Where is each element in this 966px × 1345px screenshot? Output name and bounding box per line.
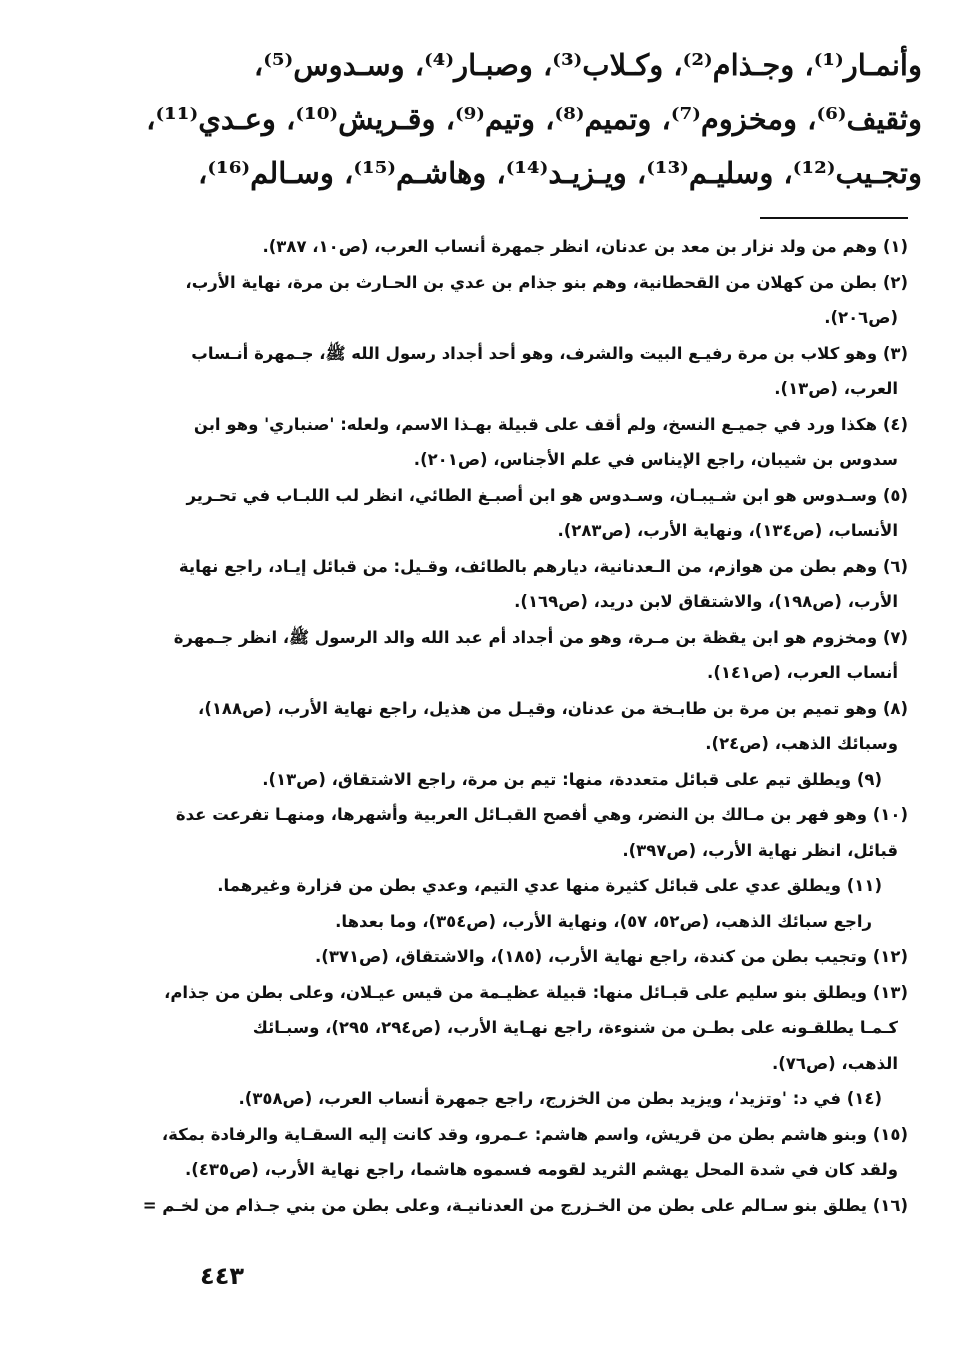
footnote-line: (١٦) يطلق بنو سـالم على بطن من الخـزرج من العدنانيـة، وعلى بطن من بني جـذام من لخـم = <box>142 1195 908 1215</box>
main-text-line: وثقيف⁽⁶⁾، ومخزوم⁽⁷⁾، وتميم⁽⁸⁾، وتيم⁽⁹⁾، وقـريش⁽¹⁰⁾، وعـدي⁽¹¹⁾، <box>146 102 922 136</box>
footnote-line: (٨) وهو تميم بن مرة بن طابـخة من عدنان، وقيـل من هذيل، راجع نهاية الأرب، (ص١٨٨)، <box>198 698 908 718</box>
footnote-line: (١١) ويطلق عدي على قبائل كثيرة منها عدي التيم، وعدي بطن من فزارة وغيرهما. <box>217 876 882 895</box>
footnote-15 <box>52 1117 908 1188</box>
footnote-line: (١٣) ويطلق بنو سليم على قبـائل منها: قبيلة عظيـمة من قيس عيـلان، وعلى بطن من جذام، <box>164 982 908 1002</box>
footnote-11 <box>52 868 882 939</box>
footnote-line: سدوس بن شيبان، راجع الإيناس في علم الأجناس، (ص٢٠١). <box>413 450 898 469</box>
footnote-10 <box>52 797 908 868</box>
footnote-line: (١٤) في د: 'وتزيد'، ويزيد بطن من الخزرج، راجع جمهرة أنساب العرب، (ص٣٥٨). <box>238 1089 882 1108</box>
footnote-separator <box>760 217 908 219</box>
footnote-line: ولقد كان في شدة المحل يهشم الثريد لقومه فسموه هاشما، راجع نهاية الأرب، (ص٤٣٥). <box>185 1160 898 1179</box>
footnote-line: (٥) وسـدوس هو ابن شـيبـان، وسـدوس هو ابن أصبـغ الطائي، انظر لب اللبـاب في تحـرير <box>186 485 908 505</box>
footnote-line: (ص٢٠٦). <box>824 308 898 327</box>
footnote-13 <box>52 975 908 1082</box>
footnote-5 <box>52 478 908 549</box>
footnote-6 <box>52 549 908 620</box>
footnote-line: الأرب، (ص١٩٨)، والاشتقاق لابن دريد، (ص١٦٩). <box>514 592 898 611</box>
footnote-line: العرب، (ص١٣). <box>774 379 898 398</box>
footnote-9 <box>52 762 882 798</box>
footnote-1 <box>52 229 908 265</box>
footnote-line: (١٥) وبنو هاشم بطن من قريش، واسم هاشم: عـمرو، وقد كانت إليه السقـاية والرفادة بمكة، <box>161 1124 908 1144</box>
footnote-line: راجع سبائك الذهب، (ص٥٢، ٥٧)، ونهاية الأرب، (ص٣٥٤)، وما بعدها. <box>335 911 872 931</box>
footnote-line: أنساب العرب، (ص١٤١). <box>707 663 898 682</box>
footnote-line: (٩) ويطلق تيم على قبائل متعددة، منها: تيم بن مرة، راجع الاشتقاق، (ص١٣). <box>262 769 882 789</box>
footnote-line: (٣) وهو كلاب بن مرة رفيـع البيت والشرف، وهو أحد أجداد رسول الله ﷺ، جـمهرة أنـساب <box>191 343 908 363</box>
footnote-line: (١) وهم من ولد نزار بن معد بن عدنان، انظر جمهرة أنساب العرب، (ص١٠، ٣٨٧). <box>262 237 908 256</box>
footnotes <box>52 229 908 1223</box>
footnote-line: كـمـا يطلقـونه على بطـن من شنوءة، راجع نهـاية الأرب، (ص٢٩٤، ٢٩٥)، وسبـائك <box>252 1018 898 1037</box>
footnote-line: وسبائك الذهب، (ص٢٤). <box>705 734 898 753</box>
footnote-line: (٧) ومخزوم هو ابن يقظة بن مـرة، وهو من أجداد أم عبد الله والد الرسول ﷺ، انظر جـمهرة <box>173 627 908 647</box>
main-text-line: وأنمـار⁽¹⁾، وجـذام⁽²⁾، وكـلاب⁽³⁾، وصبـار⁽⁴⁾، وسـدوس⁽⁵⁾، <box>253 48 922 82</box>
footnote-7 <box>52 620 908 691</box>
footnote-16 <box>52 1188 908 1224</box>
footnote-12 <box>52 939 908 975</box>
footnote-line: (١٢) وتجيب بطن من كندة، راجع نهاية الأرب، (١٨٥)، والاشتقاق، (ص٣٧١). <box>315 947 908 966</box>
footnote-line: (١٠) وهو فهر بن مـالك بن النضر، وهي أفصح القبـائل العربية وأشهرها، ومنهـا تفرعت عدة <box>175 805 908 824</box>
footnote-14 <box>52 1081 882 1117</box>
footnote-line: الذهب، (ص٧٦). <box>771 1053 898 1073</box>
footnote-8 <box>52 691 908 762</box>
footnote-3 <box>52 336 908 407</box>
footnote-2 <box>52 265 908 336</box>
footnote-line: الأنساب، (ص١٣٤)، ونهاية الأرب، (ص٢٨٣). <box>557 521 898 540</box>
footnote-line: (٢) بطن من كهلان من القحطانية، وهم بنو جذام بن عدي بن الحـارث بن مرة، نهاية الأرب، <box>185 272 908 292</box>
main-text-line: وتجـيب⁽¹²⁾، وسليـم⁽¹³⁾، ويـزيـد⁽¹⁴⁾، وهاشـم⁽¹⁵⁾، وسـالم⁽¹⁶⁾، <box>198 156 922 190</box>
footnote-line: (٤) هكذا ورد في جميـع النسخ، ولم أقف على قبيلة بهـذا الاسم، ولعله: 'صنباري' وهو ابن <box>193 414 908 434</box>
footnote-4 <box>52 407 908 478</box>
footnote-line: (٦) وهم بطن من هوازم، من الـعدنانية، ديارهم بالطائف، وقـيل: من قبائل إيـاد، راجع نهاية <box>178 556 908 576</box>
main-text <box>146 38 922 200</box>
page-number: ٤٤٣ <box>200 1262 244 1290</box>
footnote-line: قبائل، انظر نهاية الأرب، (ص٣٩٧). <box>622 840 898 860</box>
